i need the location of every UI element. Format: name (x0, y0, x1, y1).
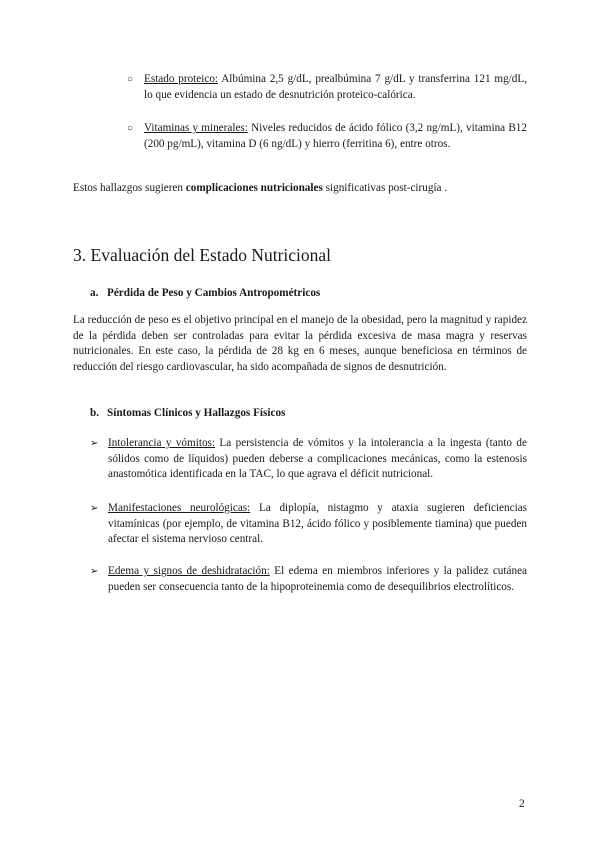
circle-bullet-icon: ○ (127, 74, 134, 85)
list-item-label: Intolerancia y vómitos: (108, 437, 215, 449)
list-item-body (144, 72, 527, 103)
list-item-label: Manifestaciones neurológicas: (108, 502, 251, 514)
list-item-text: La persistencia de vómitos y la intolerancia a la ingesta (tanto de sólidos como de líquidos) pueden deberse a complicaciones mecánicas, como la estenosis anastomótica identificada en la TAC, lo que agrava el déficit nutricional. (108, 437, 527, 481)
subheading-b (90, 406, 285, 422)
subheading-a (90, 286, 320, 302)
section-heading: 3. Evaluación del Estado Nutricional (73, 245, 332, 265)
list-item-body (108, 501, 527, 548)
list-item-label: Vitaminas y minerales: (144, 122, 248, 134)
list-item-body (144, 121, 527, 152)
summary-paragraph (73, 181, 527, 197)
list-item-body (108, 564, 527, 595)
arrow-bullet-icon: ➢ (90, 438, 99, 449)
summary-text-after: significativas post-cirugía . (322, 182, 448, 194)
subheading-letter: a. (90, 287, 99, 299)
weight-loss-paragraph: La reducción de peso es el objetivo principal en el manejo de la obesidad, pero la magnitud y rapidez de la pérdida deben ser controladas para evitar la pérdida excesiva de masa magra y reservas nutricionales. En este caso, la pérdida de 28 kg en 6 meses, aunque beneficiosa en términos de reducción del riesgo cardiovascular, ha sido acompañada de signos de desnutrición. (73, 314, 527, 373)
list-item-text: Niveles reducidos de ácido fólico (3,2 ng/mL), vitamina B12 (200 pg/mL), vitamina D (6 ng/dL) y hierro (ferritina 6), entre otros. (144, 122, 527, 150)
circle-bullet-icon: ○ (127, 123, 134, 134)
subheading-letter: b. (90, 407, 100, 419)
summary-text-before: Estos hallazgos sugieren (73, 182, 186, 194)
list-item-text: Albúmina 2,5 g/dL, prealbúmina 7 g/dL y transferrina 121 mg/dL, lo que evidencia un estado de desnutrición proteico-calórica. (144, 73, 527, 101)
arrow-bullet-icon: ➢ (90, 566, 99, 577)
list-item-label: Edema y signos de deshidratación: (108, 565, 270, 577)
arrow-bullet-icon: ➢ (90, 503, 99, 514)
list-item-label: Estado proteico: (144, 73, 219, 85)
page-number: 2 (519, 798, 525, 810)
summary-bold-text: complicaciones nutricionales (185, 182, 323, 194)
subheading-title: Síntomas Clínicos y Hallazgos Físicos (107, 407, 286, 419)
list-item-text: El edema en miembros inferiores y la palidez cutánea pueden ser consecuencia tanto de la hipoproteinemia como de desequilibrios electrolíticos. (108, 565, 528, 593)
list-item-text: La diplopía, nistagmo y ataxia sugieren deficiencias vitamínicas (por ejemplo, de vitamina B12, ácido fólico y posiblemente tiamina) que pueden afectar el sistema nervioso central. (108, 502, 527, 546)
subheading-title: Pérdida de Peso y Cambios Antropométricos (107, 287, 321, 299)
list-item-body (108, 436, 527, 483)
